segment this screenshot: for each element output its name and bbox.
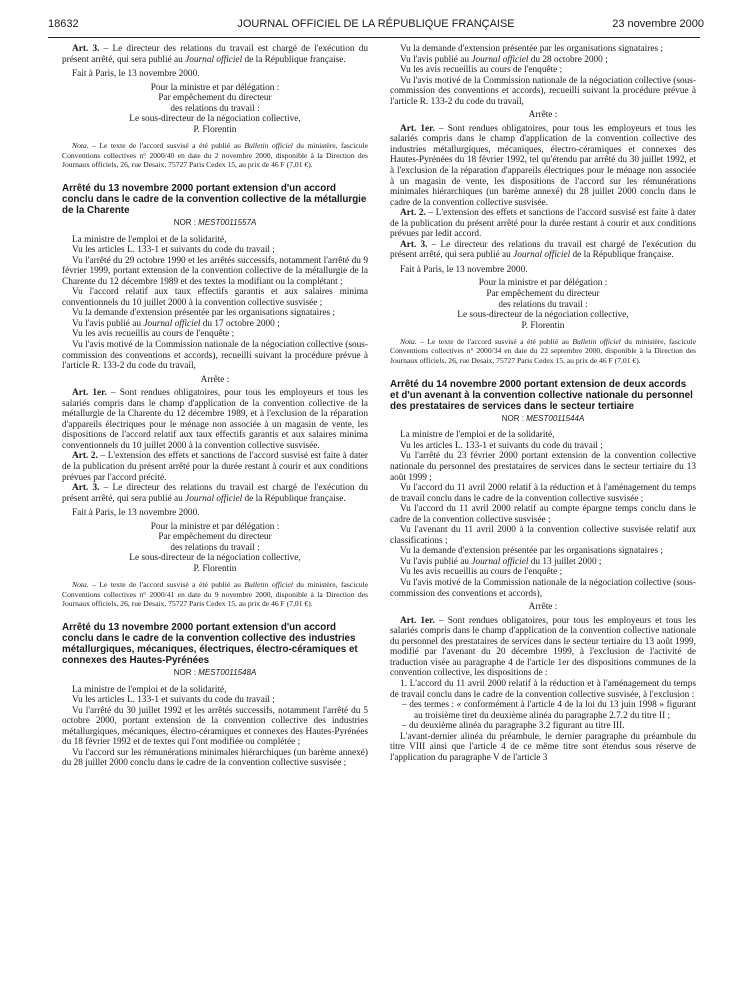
signature-line: Le sous-directeur de la négociation collective, — [129, 553, 301, 564]
article-3: Art. 3. – Le directeur des relations du travail est chargé de l'exécution du présent arrêté, qui sera publié au Journal officiel de la République française. — [62, 483, 368, 504]
list-item: 1. L'accord du 11 avril 2000 relatif à la réduction et à l'aménagement du temps de travail conclu dans le cadre de la convention collective susvisée, à l'exclusion : — [390, 678, 696, 700]
paragraph: La ministre de l'emploi et de la solidarité, — [400, 430, 555, 441]
signature-line: des relations du travail : — [170, 103, 260, 114]
paragraph: L'avant-dernier alinéa du préambule, le dernier paragraphe du préambule du titre VIII ainsi que l'article 4 de ce même titre sont étendus sous réserve de l'application du paragraphe V de l'article 3 — [390, 731, 696, 763]
paragraph: Vu l'accord du 11 avril 2000 relatif au compte épargne temps conclu dans le cadre de la convention collective susvisée ; — [390, 504, 696, 525]
paragraph: Vu l'arrêté du 29 octobre 1990 et les arrêtés successifs, notamment l'arrêté du 9 février 1999, portant extension de la convention collective de la métallurgie de la Charente du 12 décembre 1989 et des textes la modifiant ou la complétant ; — [62, 255, 368, 287]
paragraph: Vu l'accord du 11 avril 2000 relatif à la réduction et à l'aménagement du temps de travail conclu dans le cadre de la convention collective susvisée ; — [390, 483, 696, 504]
left-column — [62, 44, 368, 769]
article-3: Art. 3. – Le directeur des relations du travail est chargé de l'exécution du présent arrêté, qui sera publié au Journal officiel de la République française. — [62, 44, 368, 65]
paragraph: Vu l'avis motivé de la Commission nationale de la négociation collective (sous-commission des conventions et accords), — [390, 578, 696, 599]
nor-reference: NOR : MEST0011557A — [173, 217, 257, 227]
article-3: Art. 3. – Le directeur des relations du travail est chargé de l'exécution du présent arrêté, qui sera publié au Journal officiel de la République française. — [390, 239, 696, 261]
paragraph: Vu l'avis publié au Journal officiel du 13 juillet 2000 ; — [400, 556, 602, 567]
signature-date: Fait à Paris, le 13 novembre 2000. — [72, 508, 200, 519]
paragraph: La ministre de l'emploi et de la solidarité, — [72, 234, 227, 245]
paragraph: Vu les articles L. 133-1 et suivants du code du travail ; — [72, 245, 275, 256]
signature-line: Pour la ministre et par délégation : — [150, 521, 280, 532]
paragraph: Vu les avis recueillis au cours de l'enquête ; — [400, 567, 563, 578]
decree-title: Arrêté du 14 novembre 2000 portant extension de deux accords et d'un avenant à la convention collective nationale du personnel des prestataires de services dans le secteur tertiaire — [390, 378, 693, 412]
decree-title: Arrêté du 13 novembre 2000 portant extension d'un accord conclu dans le cadre de la convention collective de la métallurgie de la Charente — [62, 182, 367, 216]
arrete-heading: Arrête : — [200, 374, 230, 385]
paragraph: Vu l'accord relatif aux taux effectifs garantis et aux salaires minima conventionnels du 10 juillet 2000 à la convention collective susvisée ; — [62, 287, 368, 308]
article-1: Art. 1er. – Sont rendues obligatoires, pour tous les employeurs et tous les salariés compris dans le champ d'application de la convention collective de la métallurgie de la Charente du 12 décembre 1989, et à l'exclusion de la réparation d'appareils électriques pour le ménage non associée à un magasin de vente, les dispositions de l'accord relatif aux taux effectifs garantis et aux salaires minima conventionnels du 10 juillet 2000 à la convention collective susvisée. — [62, 388, 368, 451]
arrete-heading: Arrête : — [528, 110, 558, 121]
decree-title: Arrêté du 13 novembre 2000 portant extension d'un accord conclu dans le cadre de la convention collective des industries métallurgiques, mécaniques, électriques, électro-céramiques et connexes des Hautes-Pyrénées — [62, 622, 358, 667]
signature-line: Le sous-directeur de la négociation collective, — [129, 114, 301, 125]
signatory-name: P. Florentin — [193, 124, 237, 135]
issue-date: 23 novembre 2000 — [612, 18, 704, 30]
header-rule — [48, 37, 700, 38]
signature-line: Par empêchement du directeur — [158, 532, 272, 543]
paragraph: La ministre de l'emploi et de la solidarité, — [72, 684, 227, 695]
signature-block — [62, 522, 368, 575]
nota-note: Nota. – Le texte de l'accord susvisé a été publié au Bulletin officiel du ministère, fascicule Conventions collectives n° 2000/40 en date du 2 novembre 2000, disponible à la Direction des Journaux officiels, 26, rue Desaix, 75727 Paris Cedex 15, au prix de 46 F (7,01 €). — [62, 141, 368, 169]
signature-date: Fait à Paris, le 13 novembre 2000. — [400, 264, 528, 275]
right-column — [390, 44, 696, 763]
paragraph: Vu la demande d'extension présentée par les organisations signataires ; — [72, 308, 335, 319]
article-2: Art. 2. – L'extension des effets et sanctions de l'accord susvisé est faite à dater de la publication du présent arrêté pour la durée restant à courir et aux conditions prévues par ledit accord. — [390, 208, 696, 240]
nor-reference: NOR : MEST0011548A — [173, 668, 257, 678]
paragraph: Vu l'avenant du 11 avril 2000 à la convention collective susvisée relatif aux classifications ; — [390, 525, 696, 546]
nota-note: Nota. – Le texte de l'accord susvisé a été publié au Bulletin officiel du ministère, fascicule Conventions collectives n° 2000/41 en date du 9 novembre 2000, disponible à la Direction des Journaux officiels, 26, rue Desaix, 75727 Paris Cedex 15, au prix de 46 F (7,01 €). — [62, 580, 368, 608]
paragraph: Vu l'avis publié au Journal officiel du 17 octobre 2000 ; — [72, 318, 280, 329]
journal-title: JOURNAL OFFICIEL DE LA RÉPUBLIQUE FRANÇAISE — [237, 18, 515, 30]
paragraph: Vu la demande d'extension présentée par les organisations signataires ; — [400, 546, 663, 557]
paragraph: Vu l'avis publié au Journal officiel du 28 octobre 2000 ; — [400, 54, 608, 65]
page-header — [48, 18, 704, 34]
signature-line: Pour la ministre et par délégation : — [478, 278, 608, 289]
signature-date: Fait à Paris, le 13 novembre 2000. — [72, 69, 200, 80]
article-1: Art. 1er. – Sont rendues obligatoires, pour tous les employeurs et tous les salariés compris dans le champ d'application de la convention collective des industries métallurgiques, mécaniques, électro-céramiques et connexes des Hautes-Pyrénées du 18 février 1992, tel qu'étendu par arrêté du 30 juillet 1992, et à l'exclusion de la réparation d'appareils électriques pour le ménage non associée à un magasin de vente, les dispositions de l'accord sur les rémunérations minimales hiérarchiques (un barème annexé) du 28 juillet 2000 conclu dans le cadre de la convention collective susvisée. — [390, 123, 696, 208]
paragraph: Vu la demande d'extension présentée par les organisations signataires ; — [400, 44, 663, 54]
nota-note: Nota. – Le texte de l'accord susvisé a été publié au Bulletin officiel du ministère, fascicule Conventions collectives n° 2000/34 en date du 22 septembre 2000, disponible à la Direction des Journaux officiels, 26, rue Desaix, 75727 Paris Cedex 15, au prix de 46 F (7,01 €). — [390, 337, 696, 365]
signature-line: des relations du travail : — [498, 299, 588, 310]
paragraph: Vu l'avis motivé de la Commission nationale de la négociation collective (sous-commission des conventions et accords), recueilli suivant la procédure prévue à l'article R. 133-2 du code du travail, — [62, 340, 368, 372]
paragraph: Vu les avis recueillis au cours de l'enquête ; — [72, 329, 235, 340]
signature-line: Le sous-directeur de la négociation collective, — [457, 310, 629, 321]
signatory-name: P. Florentin — [193, 563, 237, 574]
signature-line: des relations du travail : — [170, 542, 260, 553]
nor-reference: NOR : MEST0011544A — [501, 413, 585, 423]
list-item: – des termes : « conformément à l'article 4 de la loi du 13 juin 1998 » figurant au troisième tiret du deuxième alinéa du paragraphe 2.7.2 du titre II ; — [402, 700, 696, 721]
signatory-name: P. Florentin — [521, 320, 565, 331]
paragraph: Vu les articles L. 133-1 et suivants du code du travail ; — [400, 440, 603, 451]
paragraph: Vu les articles L. 133-1 et suivants du code du travail ; — [72, 695, 275, 706]
list-item: – du deuxième alinéa du paragraphe 3.2 figurant au titre III. — [402, 721, 625, 732]
paragraph: Vu les avis recueillis au cours de l'enquête ; — [400, 65, 563, 76]
signature-line: Pour la ministre et par délégation : — [150, 82, 280, 93]
paragraph: Vu l'arrêté du 30 juillet 1992 et les arrêtés successifs, notamment l'arrêté du 5 octobre 2000, portant extension de la convention collective des industries métallurgiques, mécaniques, électro-céramiques et connexes des Hautes-Pyrénées du 18 février 1992 et de textes qui l'ont modifiée ou complétée ; — [62, 705, 368, 748]
page-number: 18632 — [48, 18, 79, 30]
article-1: Art. 1er. – Sont rendues obligatoires, pour tous les employeurs et tous les salariés compris dans le champ d'application de la convention collective nationale du personnel des prestataires de services dans le secteur tertiaire du 13 août 1999, modifié par l'avenant du 20 décembre 1999, à l'exclusion de l'activité de traduction visée au paragraphe 4 de l'article 1er des dispositions communes de la convention collective, les dispositions de : — [390, 615, 696, 679]
paragraph: Vu l'accord sur les rémunérations minimales hiérarchiques (un barème annexé) du 28 juillet 2000 conclu dans le cadre de la convention collective susvisée ; — [62, 747, 368, 769]
signature-line: Par empêchement du directeur — [158, 93, 272, 104]
signature-block — [62, 83, 368, 136]
signature-line: Par empêchement du directeur — [486, 289, 600, 300]
signature-block — [390, 278, 696, 331]
arrete-heading: Arrête : — [528, 602, 558, 613]
paragraph: Vu l'arrêté du 23 février 2000 portant extension de la convention collective nationale du personnel des prestataires de services dans le secteur tertiaire du 13 août 1999 ; — [390, 451, 696, 483]
paragraph: Vu l'avis motivé de la Commission nationale de la négociation collective (sous-commission des conventions et accords), recueilli suivant la procédure prévue à l'article R. 133-2 du code du travail, — [390, 75, 696, 107]
article-2: Art. 2. – L'extension des effets et sanctions de l'accord susvisé est faite à dater de la publication du présent arrêté pour la durée restant à courir et aux conditions prévues par l'accord précité. — [62, 451, 368, 483]
